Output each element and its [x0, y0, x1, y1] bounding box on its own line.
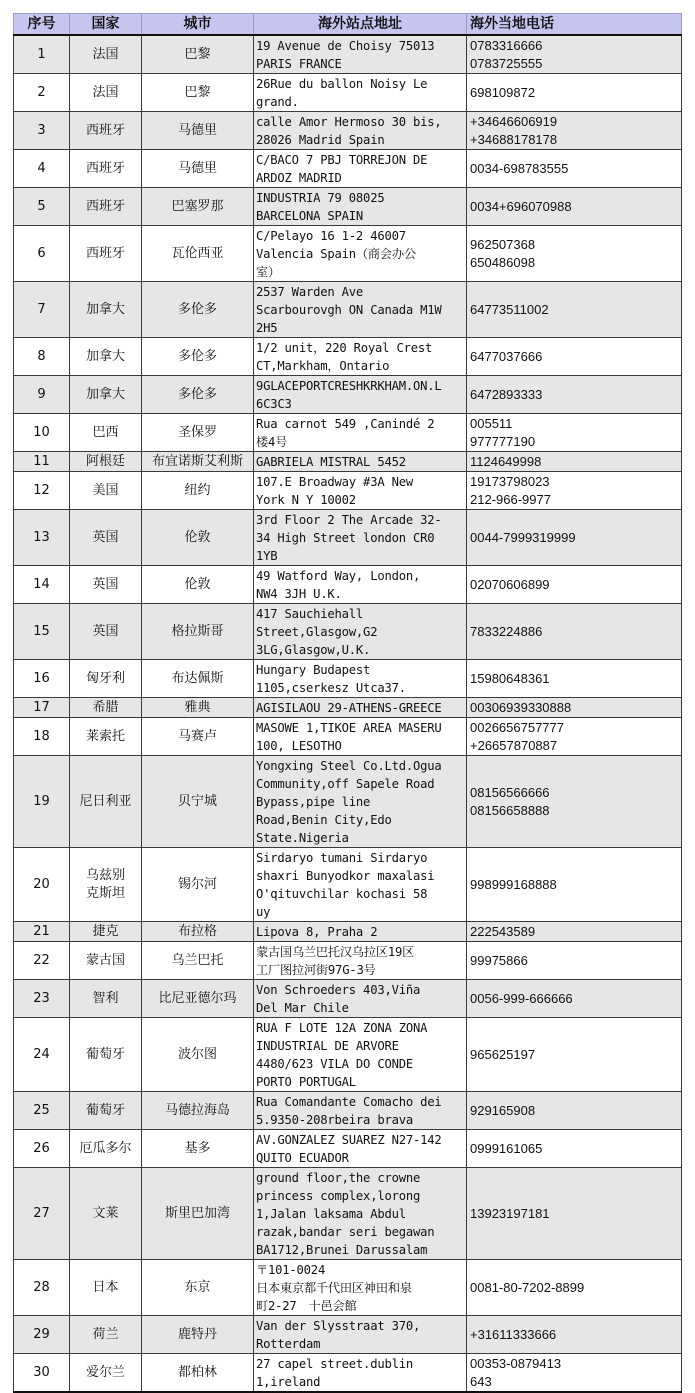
country-cell: 荷兰	[70, 1316, 142, 1354]
row-number-cell: 12	[14, 472, 70, 510]
city-cell: 瓦伦西亚	[142, 226, 254, 282]
phone-cell: +34646606919 +34688178178	[467, 112, 682, 150]
row-number-cell: 28	[14, 1260, 70, 1316]
table-row	[14, 376, 682, 414]
country-cell: 日本	[70, 1260, 142, 1316]
phone-cell: 929165908	[467, 1092, 682, 1130]
table-row	[14, 848, 682, 922]
row-number-cell: 2	[14, 74, 70, 112]
country-cell: 智利	[70, 980, 142, 1018]
row-number-cell: 11	[14, 452, 70, 472]
country-cell: 乌兹别 克斯坦	[70, 848, 142, 922]
table-row	[14, 35, 682, 74]
address-cell: 26Rue du ballon Noisy Le grand.	[254, 74, 467, 112]
address-cell: Sirdaryo tumani Sirdaryo shaxri Bunyodkor maxalasi O'qituvchilar kochasi 58 uy	[254, 848, 467, 922]
address-cell: RUA F LOTE 12A ZONA ZONA INDUSTRIAL DE ARVORE 4480/623 VILA DO CONDE PORTO PORTUGAL	[254, 1018, 467, 1092]
country-cell: 英国	[70, 566, 142, 604]
table-row	[14, 226, 682, 282]
address-cell: Rua Comandante Comacho dei 5.9350-208rbeira brava	[254, 1092, 467, 1130]
overseas-stations-table	[13, 13, 682, 1393]
address-cell: Rua carnot 549 ,Canindé 2 楼4号	[254, 414, 467, 452]
row-number-cell: 20	[14, 848, 70, 922]
address-cell: 1/2 unit，220 Royal Crest CT,Markham，Ontario	[254, 338, 467, 376]
row-number-cell: 15	[14, 604, 70, 660]
address-cell: 蒙古国乌兰巴托汉乌拉区19区 工厂图拉河街97G-3号	[254, 942, 467, 980]
phone-cell: 222543589	[467, 922, 682, 942]
city-cell: 乌兰巴托	[142, 942, 254, 980]
country-cell: 西班牙	[70, 188, 142, 226]
row-number-cell: 30	[14, 1354, 70, 1393]
table-row	[14, 942, 682, 980]
country-cell: 西班牙	[70, 226, 142, 282]
address-cell: 417 Sauchiehall Street,Glasgow,G2 3LG,Glasgow,U.K.	[254, 604, 467, 660]
table-body	[14, 35, 682, 1392]
address-cell: C/Pelayo 16 1-2 46007 Valencia Spain（商会办公 室）	[254, 226, 467, 282]
header-no: 序号	[14, 14, 70, 36]
phone-cell: 00353-0879413 643	[467, 1354, 682, 1393]
phone-cell: 64773511002	[467, 282, 682, 338]
city-cell: 马德里	[142, 112, 254, 150]
country-cell: 爱尔兰	[70, 1354, 142, 1393]
address-cell: 107.E Broadway #3A New York N Y 10002	[254, 472, 467, 510]
address-cell: 9GLACEPORTCRESHKRKHAM.ON.L 6C3C3	[254, 376, 467, 414]
country-cell: 巴西	[70, 414, 142, 452]
address-cell: ground floor,the crowne princess complex,lorong 1,Jalan laksama Abdul razak,bandar seri begawan BA1712,Brunei Darussalam	[254, 1168, 467, 1260]
phone-cell: 13923197181	[467, 1168, 682, 1260]
country-cell: 阿根廷	[70, 452, 142, 472]
city-cell: 东京	[142, 1260, 254, 1316]
phone-cell: 962507368 650486098	[467, 226, 682, 282]
phone-cell: 6472893333	[467, 376, 682, 414]
country-cell: 西班牙	[70, 150, 142, 188]
city-cell: 马德拉海岛	[142, 1092, 254, 1130]
country-cell: 加拿大	[70, 376, 142, 414]
table-row	[14, 1316, 682, 1354]
phone-cell: 698109872	[467, 74, 682, 112]
row-number-cell: 13	[14, 510, 70, 566]
phone-cell: 7833224886	[467, 604, 682, 660]
phone-cell: 965625197	[467, 1018, 682, 1092]
city-cell: 巴黎	[142, 74, 254, 112]
phone-cell: 0056-999-666666	[467, 980, 682, 1018]
address-cell: 19 Avenue de Choisy 75013 PARIS FRANCE	[254, 35, 467, 74]
table-row	[14, 1130, 682, 1168]
city-cell: 布达佩斯	[142, 660, 254, 698]
header-city: 城市	[142, 14, 254, 36]
city-cell: 伦敦	[142, 566, 254, 604]
city-cell: 伦敦	[142, 510, 254, 566]
city-cell: 多伦多	[142, 376, 254, 414]
country-cell: 英国	[70, 604, 142, 660]
country-cell: 尼日利亚	[70, 756, 142, 848]
row-number-cell: 9	[14, 376, 70, 414]
table-row	[14, 414, 682, 452]
table-row	[14, 718, 682, 756]
country-cell: 文莱	[70, 1168, 142, 1260]
table-row	[14, 1354, 682, 1393]
city-cell: 马德里	[142, 150, 254, 188]
phone-cell: 0034+696070988	[467, 188, 682, 226]
table-row	[14, 282, 682, 338]
city-cell: 纽约	[142, 472, 254, 510]
phone-cell: 08156566666 08156658888	[467, 756, 682, 848]
row-number-cell: 4	[14, 150, 70, 188]
address-cell: C/BACO 7 PBJ TORREJON DE ARDOZ MADRID	[254, 150, 467, 188]
country-cell: 西班牙	[70, 112, 142, 150]
address-cell: AV.GONZALEZ SUAREZ N27-142 QUITO ECUADOR	[254, 1130, 467, 1168]
header-country: 国家	[70, 14, 142, 36]
row-number-cell: 23	[14, 980, 70, 1018]
country-cell: 捷克	[70, 922, 142, 942]
table-row	[14, 1168, 682, 1260]
country-cell: 莱索托	[70, 718, 142, 756]
country-cell: 美国	[70, 472, 142, 510]
phone-cell: 0044-7999319999	[467, 510, 682, 566]
address-cell: MASOWE 1,TIKOE AREA MASERU 100, LESOTHO	[254, 718, 467, 756]
address-cell: 2537 Warden Ave Scarbourovgh ON Canada M1W 2H5	[254, 282, 467, 338]
row-number-cell: 1	[14, 35, 70, 74]
phone-cell: 0026656757777 +26657870887	[467, 718, 682, 756]
table-row	[14, 452, 682, 472]
row-number-cell: 14	[14, 566, 70, 604]
city-cell: 雅典	[142, 698, 254, 718]
table-row	[14, 472, 682, 510]
phone-cell: 1124649998	[467, 452, 682, 472]
row-number-cell: 26	[14, 1130, 70, 1168]
city-cell: 马赛卢	[142, 718, 254, 756]
row-number-cell: 10	[14, 414, 70, 452]
country-cell: 加拿大	[70, 338, 142, 376]
phone-cell: 02070606899	[467, 566, 682, 604]
row-number-cell: 17	[14, 698, 70, 718]
phone-cell: 0783316666 0783725555	[467, 35, 682, 74]
header-phone: 海外当地电话	[467, 14, 682, 36]
table-row	[14, 980, 682, 1018]
address-cell: calle Amor Hermoso 30 bis, 28026 Madrid Spain	[254, 112, 467, 150]
country-cell: 匈牙利	[70, 660, 142, 698]
city-cell: 多伦多	[142, 282, 254, 338]
address-cell: Hungary Budapest 1105,cserkesz Utca37.	[254, 660, 467, 698]
city-cell: 比尼亚德尔玛	[142, 980, 254, 1018]
table-row	[14, 510, 682, 566]
address-cell: 〒101-0024 日本東京都千代田区神田和泉 町2-27 十邑会館	[254, 1260, 467, 1316]
table-row	[14, 922, 682, 942]
row-number-cell: 29	[14, 1316, 70, 1354]
phone-cell: 0034-698783555	[467, 150, 682, 188]
row-number-cell: 24	[14, 1018, 70, 1092]
city-cell: 巴黎	[142, 35, 254, 74]
row-number-cell: 16	[14, 660, 70, 698]
phone-cell: 6477037666	[467, 338, 682, 376]
row-number-cell: 27	[14, 1168, 70, 1260]
city-cell: 格拉斯哥	[142, 604, 254, 660]
table-row	[14, 1092, 682, 1130]
header-address: 海外站点地址	[254, 14, 467, 36]
address-cell: 27 capel street.dublin 1,ireland	[254, 1354, 467, 1393]
address-cell: 3rd Floor 2 The Arcade 32- 34 High Street london CR0 1YB	[254, 510, 467, 566]
row-number-cell: 8	[14, 338, 70, 376]
country-cell: 葡萄牙	[70, 1092, 142, 1130]
country-cell: 厄瓜多尔	[70, 1130, 142, 1168]
city-cell: 鹿特丹	[142, 1316, 254, 1354]
city-cell: 圣保罗	[142, 414, 254, 452]
table-row	[14, 112, 682, 150]
phone-cell: 0081-80-7202-8899	[467, 1260, 682, 1316]
phone-cell: 0999161065	[467, 1130, 682, 1168]
country-cell: 法国	[70, 74, 142, 112]
table-row	[14, 698, 682, 718]
phone-cell: +31611333666	[467, 1316, 682, 1354]
country-cell: 希腊	[70, 698, 142, 718]
row-number-cell: 3	[14, 112, 70, 150]
city-cell: 布拉格	[142, 922, 254, 942]
row-number-cell: 7	[14, 282, 70, 338]
table-row	[14, 74, 682, 112]
table-row	[14, 604, 682, 660]
country-cell: 蒙古国	[70, 942, 142, 980]
row-number-cell: 25	[14, 1092, 70, 1130]
address-cell: Yongxing Steel Co.Ltd.Ogua Community,off Sapele Road Bypass,pipe line Road,Benin City,Edo State.Nigeria	[254, 756, 467, 848]
row-number-cell: 5	[14, 188, 70, 226]
country-cell: 加拿大	[70, 282, 142, 338]
table-row	[14, 338, 682, 376]
table-row	[14, 566, 682, 604]
table-row	[14, 1018, 682, 1092]
address-cell: GABRIELA MISTRAL 5452	[254, 452, 467, 472]
row-number-cell: 22	[14, 942, 70, 980]
address-cell: Lipova 8, Praha 2	[254, 922, 467, 942]
country-cell: 葡萄牙	[70, 1018, 142, 1092]
row-number-cell: 21	[14, 922, 70, 942]
table-row	[14, 150, 682, 188]
table-row	[14, 756, 682, 848]
city-cell: 波尔图	[142, 1018, 254, 1092]
row-number-cell: 18	[14, 718, 70, 756]
phone-cell: 15980648361	[467, 660, 682, 698]
address-cell: INDUSTRIA 79 08025 BARCELONA SPAIN	[254, 188, 467, 226]
address-cell: Von Schroeders 403,Viña Del Mar Chile	[254, 980, 467, 1018]
city-cell: 基多	[142, 1130, 254, 1168]
phone-cell: 00306939330888	[467, 698, 682, 718]
country-cell: 英国	[70, 510, 142, 566]
table-row	[14, 188, 682, 226]
phone-cell: 998999168888	[467, 848, 682, 922]
phone-cell: 19173798023 212-966-9977	[467, 472, 682, 510]
city-cell: 斯里巴加湾	[142, 1168, 254, 1260]
city-cell: 布宜诺斯艾利斯	[142, 452, 254, 472]
city-cell: 锡尔河	[142, 848, 254, 922]
row-number-cell: 6	[14, 226, 70, 282]
city-cell: 巴塞罗那	[142, 188, 254, 226]
city-cell: 贝宁城	[142, 756, 254, 848]
table-row	[14, 660, 682, 698]
row-number-cell: 19	[14, 756, 70, 848]
header-row	[14, 14, 682, 36]
table-row	[14, 1260, 682, 1316]
address-cell: Van der Slysstraat 370, Rotterdam	[254, 1316, 467, 1354]
country-cell: 法国	[70, 35, 142, 74]
address-cell: AGISILAOU 29-ATHENS-GREECE	[254, 698, 467, 718]
city-cell: 都柏林	[142, 1354, 254, 1393]
phone-cell: 99975866	[467, 942, 682, 980]
city-cell: 多伦多	[142, 338, 254, 376]
address-cell: 49 Watford Way, London, NW4 3JH U.K.	[254, 566, 467, 604]
phone-cell: 005511 977777190	[467, 414, 682, 452]
